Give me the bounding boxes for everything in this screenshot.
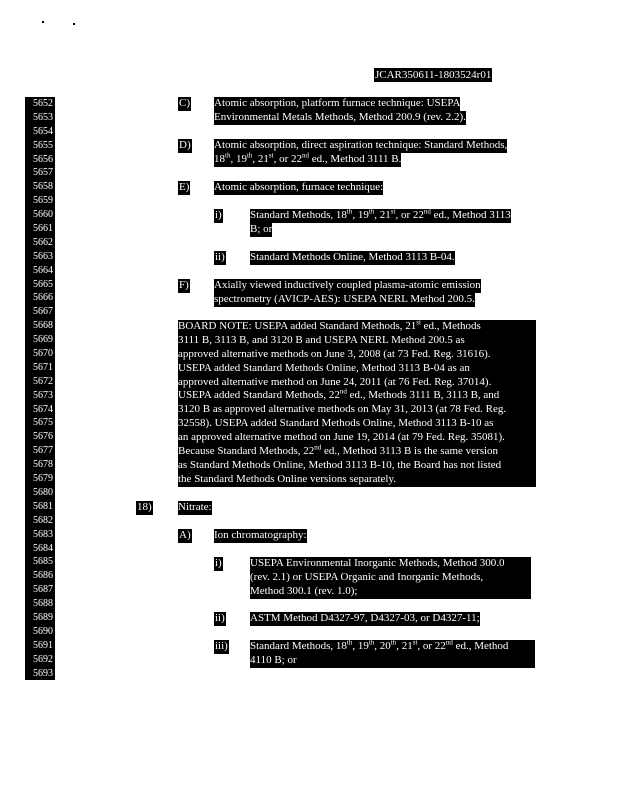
board-note-line-4: USEPA added Standard Methods Online, Method 3113 B-04 as an — [178, 361, 470, 374]
item-18-label: 18) — [137, 501, 152, 513]
line-number: 5683 — [33, 528, 53, 540]
scan-specks — [40, 18, 100, 26]
line-number: 5676 — [33, 431, 53, 443]
item-e-label: E) — [179, 181, 190, 193]
item-e-ii-text — [250, 251, 455, 265]
line-number: 5692 — [33, 653, 53, 665]
line-number: 5669 — [33, 334, 53, 346]
line-number: 5659 — [33, 195, 53, 207]
line-number: 5654 — [33, 125, 53, 137]
line-number: 5653 — [33, 111, 53, 123]
item-18a-ii-line-1: ASTM Method D4327-97, D4327-03, or D4327-11; — [250, 612, 480, 624]
line-number: 5680 — [33, 486, 53, 498]
item-18a-text — [214, 529, 307, 543]
item-c-line-2: Environmental Metals Methods, Method 200.9 (rev. 2.2). — [214, 110, 466, 123]
line-number: 5673 — [33, 389, 53, 401]
line-number: 5661 — [33, 223, 53, 235]
item-18a-iii-line-2: 4110 B; or — [250, 653, 297, 666]
line-number: 5658 — [33, 181, 53, 193]
item-f-label: F) — [179, 279, 189, 291]
line-number: 5684 — [33, 542, 53, 554]
board-note-line-5: approved alternative method on June 24, 2011 (at 76 Fed. Reg. 37014). — [178, 375, 492, 388]
item-e-ii-label: ii) — [215, 251, 225, 263]
line-number: 5689 — [33, 611, 53, 623]
item-18a-iii-line-1: Standard Methods, 18th, 19th, 20th, 21st, or 22nd ed., Method — [250, 638, 509, 652]
item-c-line-1: Atomic absorption, platform furnace technique: USEPA — [214, 97, 461, 109]
line-number: 5687 — [33, 584, 53, 596]
line-number: 5675 — [33, 417, 53, 429]
line-number: 5663 — [33, 250, 53, 262]
line-number: 5679 — [33, 473, 53, 485]
board-note-line-6: USEPA added Standard Methods, 22nd ed., Methods 3111 B, 3113 B, and — [178, 387, 500, 402]
item-d-label: D) — [179, 139, 191, 151]
item-e-ii-line-1: Standard Methods Online, Method 3113 B-04. — [250, 251, 455, 263]
line-number: 5660 — [33, 209, 53, 221]
item-e-i-text — [250, 209, 511, 237]
line-number-column — [25, 97, 55, 680]
line-number: 5664 — [33, 264, 53, 276]
item-d-line-2: 18th, 19th, 21st, or 22nd ed., Method 3111 B. — [214, 151, 402, 165]
line-number: 5693 — [33, 667, 53, 679]
item-18a-label: A) — [179, 529, 191, 541]
item-e-i-line-1: Standard Methods, 18th, 19th, 21st, or 22nd ed., Method 3113 — [250, 207, 511, 221]
line-number: 5681 — [33, 500, 53, 512]
line-number: 5667 — [33, 306, 53, 318]
item-c-label: C) — [179, 97, 190, 109]
document-id: JCAR350611-1803524r01 — [375, 69, 492, 81]
line-number: 5656 — [33, 153, 53, 165]
item-c-text — [214, 97, 466, 125]
line-number: 5678 — [33, 459, 53, 471]
line-number: 5691 — [33, 639, 53, 651]
line-number: 5671 — [33, 361, 53, 373]
board-note-line-2: 3111 B, 3113 B, and 3120 B and USEPA NERL Method 200.5 as — [178, 333, 465, 346]
board-note — [178, 320, 536, 487]
line-number: 5686 — [33, 570, 53, 582]
item-d-text — [214, 139, 507, 167]
item-18a-line-1: Ion chromatography: — [214, 529, 307, 541]
item-f-text — [214, 279, 481, 307]
line-number: 5682 — [33, 514, 53, 526]
line-number: 5662 — [33, 236, 53, 248]
line-number: 5665 — [33, 278, 53, 290]
item-e-text — [214, 181, 383, 195]
line-number: 5688 — [33, 598, 53, 610]
line-number: 5690 — [33, 625, 53, 637]
item-e-i-label: i) — [215, 209, 222, 221]
item-e-i-line-2: B; or — [250, 222, 273, 235]
board-note-line-7: 3120 B as approved alternative methods on May 31, 2013 (at 78 Fed. Reg. — [178, 403, 507, 416]
board-note-line-10: Because Standard Methods, 22nd ed., Method 3113 B is the same version — [178, 443, 499, 458]
line-number: 5666 — [33, 292, 53, 304]
line-number: 5677 — [33, 445, 53, 457]
line-number: 5655 — [33, 139, 53, 151]
line-number: 5670 — [33, 348, 53, 360]
item-18a-i-text — [250, 557, 531, 599]
item-18a-i-line-3: Method 300.1 (rev. 1.0); — [250, 584, 358, 597]
line-number: 5685 — [33, 556, 53, 568]
line-number: 5668 — [33, 320, 53, 332]
item-18a-iii-label: iii) — [215, 640, 228, 652]
item-18a-i-line-1: USEPA Environmental Inorganic Methods, Method 300.0 — [250, 557, 505, 569]
line-number: 5672 — [33, 375, 53, 387]
line-number: 5657 — [33, 167, 53, 179]
item-e-line-1: Atomic absorption, furnace technique: — [214, 181, 384, 193]
item-18a-iii-text — [250, 640, 535, 668]
item-18-line-1: Nitrate: — [178, 501, 212, 513]
board-note-line-9: an approved alternative method on June 19, 2014 (at 79 Fed. Reg. 35081). — [178, 431, 505, 444]
board-note-line-3: approved alternative methods on June 3, 2008 (at 73 Fed. Reg. 31616). — [178, 347, 491, 360]
item-18a-ii-text — [250, 612, 480, 626]
item-f-line-2: spectrometry (AVICP-AES): USEPA NERL Method 200.5. — [214, 292, 475, 305]
board-note-line-1: BOARD NOTE: USEPA added Standard Methods, 21st ed., Methods — [178, 318, 481, 332]
item-f-line-1: Axially viewed inductively coupled plasma-atomic emission — [214, 279, 481, 291]
line-number: 5674 — [33, 403, 53, 415]
board-note-line-12: the Standard Methods Online versions separately. — [178, 472, 397, 485]
line-number: 5652 — [33, 98, 53, 109]
item-18a-i-line-2: (rev. 2.1) or USEPA Organic and Inorganic Methods, — [250, 570, 484, 583]
item-18-text — [178, 501, 212, 515]
board-note-line-11: as Standard Methods Online, Method 3113 B-10, the Board has not listed — [178, 458, 502, 471]
item-18a-ii-label: ii) — [215, 612, 225, 624]
board-note-line-8: 32558). USEPA added Standard Methods Online, Method 3113 B-10 as — [178, 417, 494, 430]
item-d-line-1: Atomic absorption, direct aspiration technique: Standard Methods, — [214, 139, 508, 151]
item-18a-i-label: i) — [215, 557, 222, 569]
